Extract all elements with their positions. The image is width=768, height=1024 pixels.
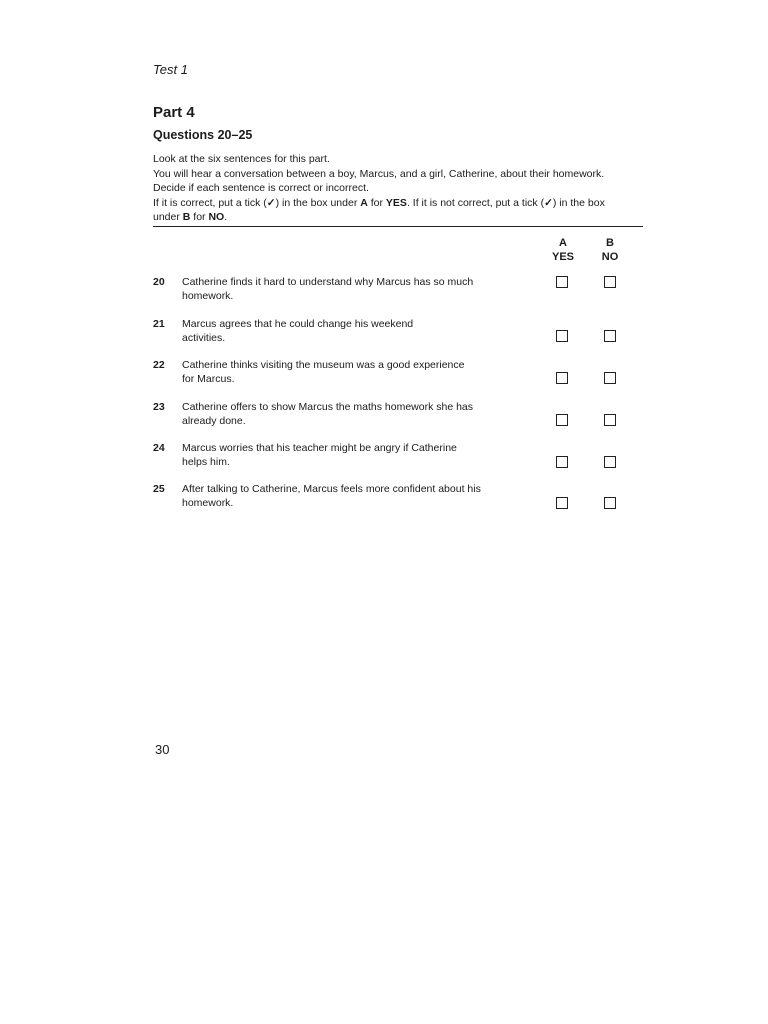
column-heading-b (590, 236, 630, 264)
column-label: NO (601, 251, 619, 263)
question-number: 25 (153, 483, 165, 495)
instruction-text: ) in the box (552, 196, 605, 209)
answer-box-no[interactable] (604, 276, 616, 288)
instruction-letter-b: B (182, 211, 191, 223)
question-row (153, 317, 643, 357)
column-heading-a (543, 236, 583, 264)
answer-box-yes[interactable] (556, 330, 568, 342)
question-number: 22 (153, 359, 165, 371)
answer-box-no[interactable] (604, 372, 616, 384)
question-line: Catherine thinks visiting the museum was a good experience (182, 359, 465, 371)
question-number: 23 (153, 401, 165, 413)
instruction-line: Decide if each sentence is correct or incorrect. (153, 182, 369, 194)
instruction-text: for (190, 211, 209, 223)
instruction-line (153, 196, 653, 211)
question-line: homework. (182, 290, 234, 302)
instruction-text: for (367, 196, 386, 209)
question-text (182, 358, 512, 386)
instruction-line (153, 210, 653, 225)
answer-box-yes[interactable] (556, 456, 568, 468)
answer-box-no[interactable] (604, 414, 616, 426)
instruction-yes: YES (385, 196, 407, 209)
question-line: After talking to Catherine, Marcus feels more confident about his (182, 483, 481, 495)
page-number: 30 (155, 742, 170, 757)
question-line: helps him. (182, 456, 230, 468)
question-number: 24 (153, 442, 165, 454)
tick-symbol: ✓ (544, 196, 553, 209)
question-text (182, 400, 512, 428)
question-text (182, 482, 512, 510)
question-line: Catherine offers to show Marcus the maths homework she has (182, 401, 474, 413)
question-row (153, 400, 643, 440)
answer-box-no[interactable] (604, 456, 616, 468)
question-text (182, 317, 512, 345)
question-number: 20 (153, 276, 165, 288)
instruction-no: NO (208, 211, 225, 223)
instructions (153, 152, 653, 225)
instruction-text: . (224, 211, 228, 223)
answer-box-yes[interactable] (556, 372, 568, 384)
question-line: for Marcus. (182, 373, 235, 385)
instruction-text: If it is correct, put a tick ( (153, 196, 267, 209)
answer-box-yes[interactable] (556, 414, 568, 426)
column-letter: A (559, 237, 567, 249)
question-row (153, 358, 643, 398)
question-line: homework. (182, 497, 234, 509)
column-label: YES (551, 251, 574, 263)
instruction-text: . If it is not correct, put a tick ( (406, 196, 545, 209)
answer-box-yes[interactable] (556, 497, 568, 509)
question-row (153, 275, 643, 315)
answer-box-no[interactable] (604, 330, 616, 342)
question-line: activities. (182, 332, 226, 344)
question-row (153, 441, 643, 481)
instruction-letter-a: A (360, 196, 368, 209)
running-head: Test 1 (153, 62, 188, 77)
column-letter: B (606, 237, 614, 249)
question-line: Marcus worries that his teacher might be angry if Catherine (182, 442, 457, 454)
question-line: already done. (182, 415, 246, 427)
instruction-line: Look at the six sentences for this part. (153, 153, 330, 165)
tick-symbol: ✓ (266, 196, 276, 209)
question-number: 21 (153, 318, 165, 330)
instruction-text: under (153, 211, 183, 223)
question-text (182, 441, 512, 469)
question-line: Marcus agrees that he could change his weekend (182, 318, 414, 330)
instruction-line: You will hear a conversation between a boy, Marcus, and a girl, Catherine, about their homework. (153, 167, 605, 180)
question-line: Catherine finds it hard to understand why Marcus has so much (182, 276, 474, 288)
answer-box-yes[interactable] (556, 276, 568, 288)
answer-box-no[interactable] (604, 497, 616, 509)
instruction-text: ) in the box under (275, 196, 361, 209)
divider (153, 226, 643, 227)
questions-range-heading: Questions 20–25 (153, 128, 253, 142)
part-title: Part 4 (153, 104, 195, 121)
question-text (182, 275, 512, 303)
question-row (153, 482, 643, 522)
